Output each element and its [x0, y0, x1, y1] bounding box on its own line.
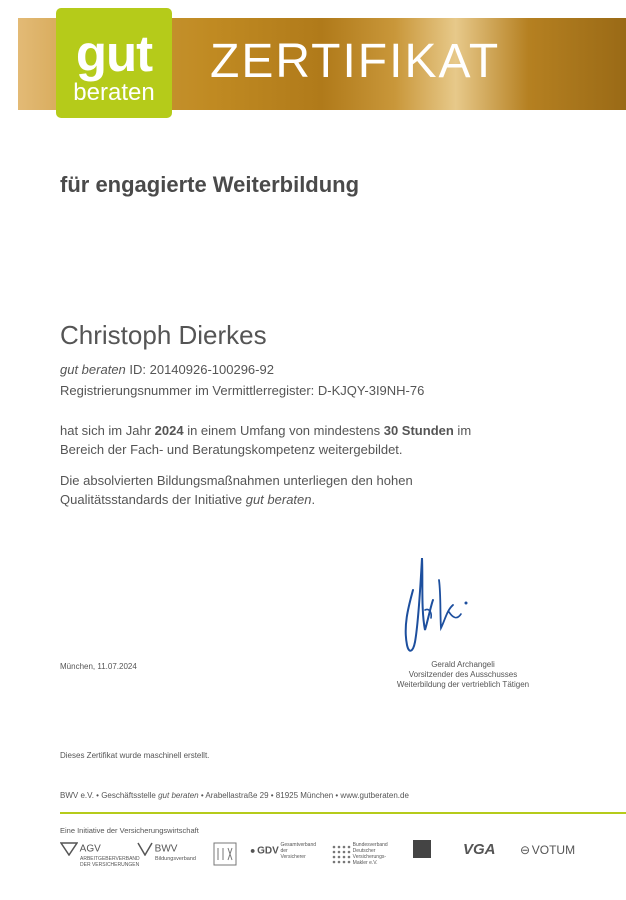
- registration-number: Registrierungsnummer im Vermittlerregister: D-KJQY-3I9NH-76: [60, 383, 425, 398]
- standards-statement: [60, 471, 560, 509]
- standards-period: .: [311, 492, 316, 507]
- standards-initiative-name: gut beraten: [245, 492, 312, 507]
- holder-id: [60, 362, 274, 377]
- holder-id-value: ID: 20140926-100296-92: [125, 362, 274, 377]
- address-pre: BWV e.V. • Geschäftsstelle: [60, 791, 159, 800]
- bvk-emblem-icon: [213, 842, 237, 866]
- address-initiative: gut beraten: [158, 791, 199, 800]
- partner-logo-bdvm: Bundesverband Deutscher Versicherungs-Makler e.V.: [331, 842, 395, 866]
- logo-text-beraten: beraten: [73, 79, 155, 106]
- signatory-role-2: Weiterbildung der vertrieblich Tätigen: [396, 680, 530, 689]
- certificate-title: ZERTIFIKAT: [210, 35, 501, 88]
- gdv-dot-icon: ●: [250, 845, 256, 856]
- bdvm-dots-icon: [331, 844, 351, 864]
- agv-icon: [60, 842, 78, 856]
- partner-logo-votum: ⊖ VOTUM: [520, 843, 576, 857]
- machine-generated-note: Dieses Zertifikat wurde maschinell erstellt.: [60, 751, 210, 760]
- statement-text-2: in einem Umfang von mindestens: [183, 423, 384, 438]
- vdvm-square-icon: [413, 840, 433, 860]
- statement-text-3: im: [453, 423, 472, 438]
- partner-logo-bvk: [213, 842, 237, 869]
- address-post: • Arabellastraße 29 • 81925 München • www.gutberaten.de: [198, 791, 409, 800]
- statement-hours: 30 Stunden: [383, 423, 454, 438]
- initiative-label: Eine Initiative der Versicherungswirtschaft: [60, 826, 199, 835]
- training-statement: [60, 421, 560, 459]
- bwv-icon: [137, 842, 153, 856]
- logo-text-gut: gut: [75, 25, 153, 82]
- footer-address: [60, 791, 409, 800]
- partner-logo-vdvm: [413, 840, 433, 863]
- partner-logo-bwv: BWV Bildungsverband: [137, 842, 196, 863]
- signatory-block: [338, 660, 588, 690]
- votum-icon: ⊖: [520, 843, 531, 857]
- signatory-role-1: Vorsitzender des Ausschusses: [408, 670, 518, 679]
- place-date: München, 11.07.2024: [60, 662, 137, 671]
- footer-divider: [60, 812, 626, 814]
- holder-id-label: gut beraten: [60, 362, 126, 377]
- partner-logo-agv: AGV ARBEITGEBERVERBAND DER VERSICHERUNGEN: [60, 842, 140, 868]
- certificate-subtitle: für engagierte Weiterbildung: [60, 172, 360, 197]
- signatory-name: Gerald Archangeli: [431, 660, 495, 669]
- handwritten-signature: [395, 550, 485, 660]
- standards-line-1: Die absolvierten Bildungsmaßnahmen unterliegen den hohen: [60, 473, 413, 488]
- partner-logo-vga: VGA: [463, 841, 496, 858]
- statement-text-1: hat sich im Jahr: [60, 423, 155, 438]
- statement-line-2: Bereich der Fach- und Beratungskompetenz weitergebildet.: [60, 442, 403, 457]
- statement-year: 2024: [154, 423, 184, 438]
- standards-line-2: Qualitätsstandards der Initiative: [60, 492, 246, 507]
- holder-name: Christoph Dierkes: [60, 320, 267, 350]
- partner-logo-gdv: ● GDV Gesamtverband der Versicherer: [250, 842, 317, 860]
- gut-beraten-logo: [56, 8, 172, 118]
